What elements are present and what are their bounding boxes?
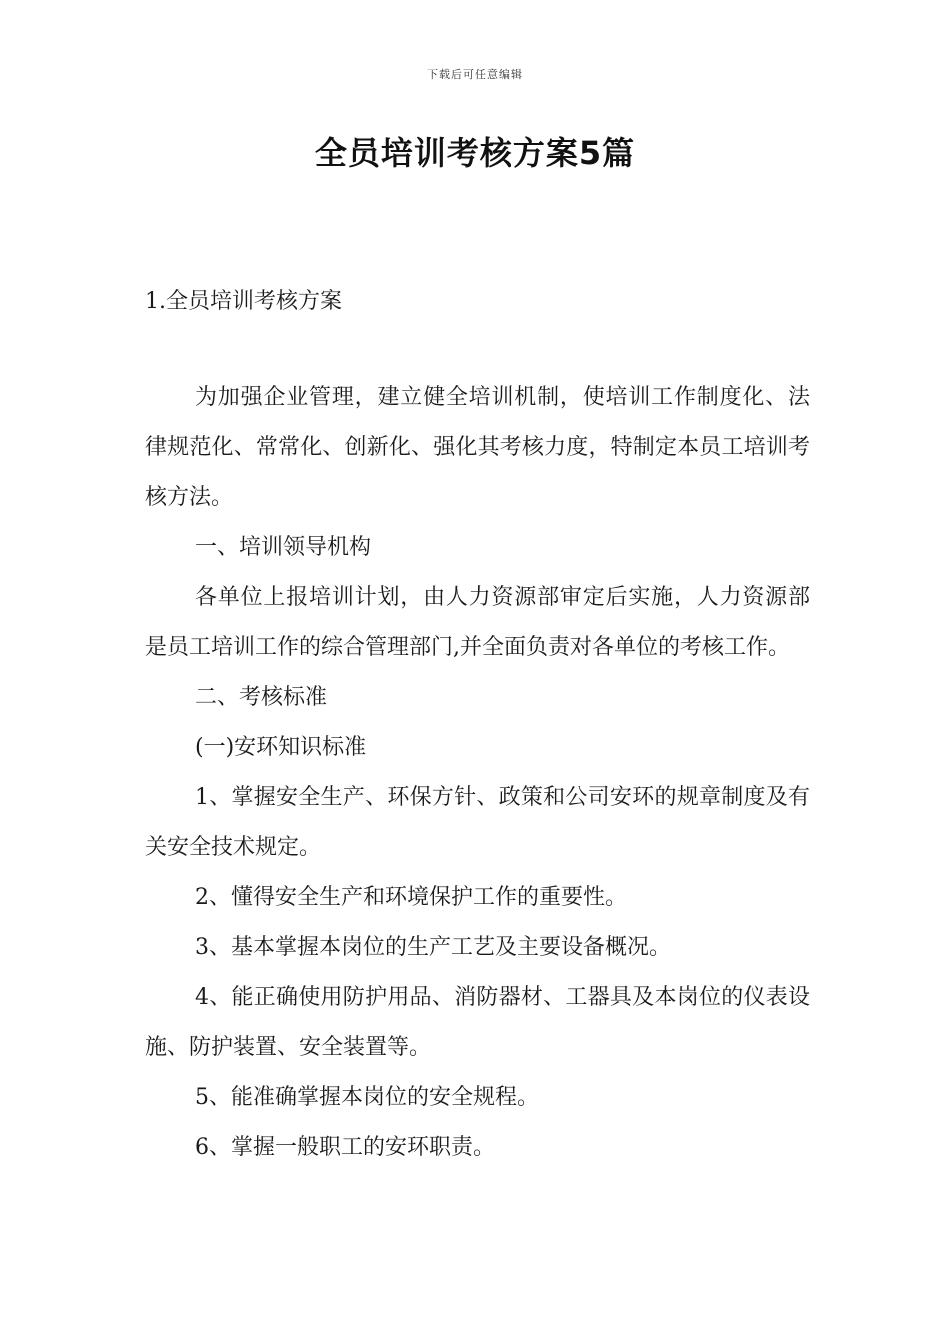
list-item: 4、能正确使用防护用品、消防器材、工器具及本岗位的仪表设施、防护装置、安全装置等。 bbox=[145, 985, 810, 1060]
paragraph-intro: 为加强企业管理，建立健全培训机制，使培训工作制度化、法律规范化、常常化、创新化、强化其考核力度，特制定本员工培训考核方法。 bbox=[145, 385, 810, 510]
list-item: 6、掌握一般职工的安环职责。 bbox=[195, 1135, 495, 1160]
document-title: 全员培训考核方案5篇 bbox=[314, 134, 636, 172]
section-heading: 1.全员培训考核方案 bbox=[145, 289, 342, 314]
list-item: 5、能准确掌握本岗位的安全规程。 bbox=[195, 1085, 539, 1110]
list-item: 2、懂得安全生产和环境保护工作的重要性。 bbox=[195, 885, 627, 910]
list-item: 3、基本掌握本岗位的生产工艺及主要设备概况。 bbox=[195, 935, 671, 960]
heading-leadership: 一、培训领导机构 bbox=[195, 535, 372, 560]
paragraph-leadership: 各单位上报培训计划，由人力资源部审定后实施，人力资源部是员工培训工作的综合管理部门,并全面负责对各单位的考核工作。 bbox=[145, 585, 810, 660]
heading-standards: 二、考核标准 bbox=[195, 685, 328, 710]
document-body bbox=[145, 373, 810, 1173]
header-note: 下载后可任意编辑 bbox=[427, 68, 523, 81]
subheading-safety-knowledge: (一)安环知识标准 bbox=[195, 735, 367, 760]
list-item: 1、掌握安全生产、环保方针、政策和公司安环的规章制度及有关安全技术规定。 bbox=[145, 785, 810, 860]
